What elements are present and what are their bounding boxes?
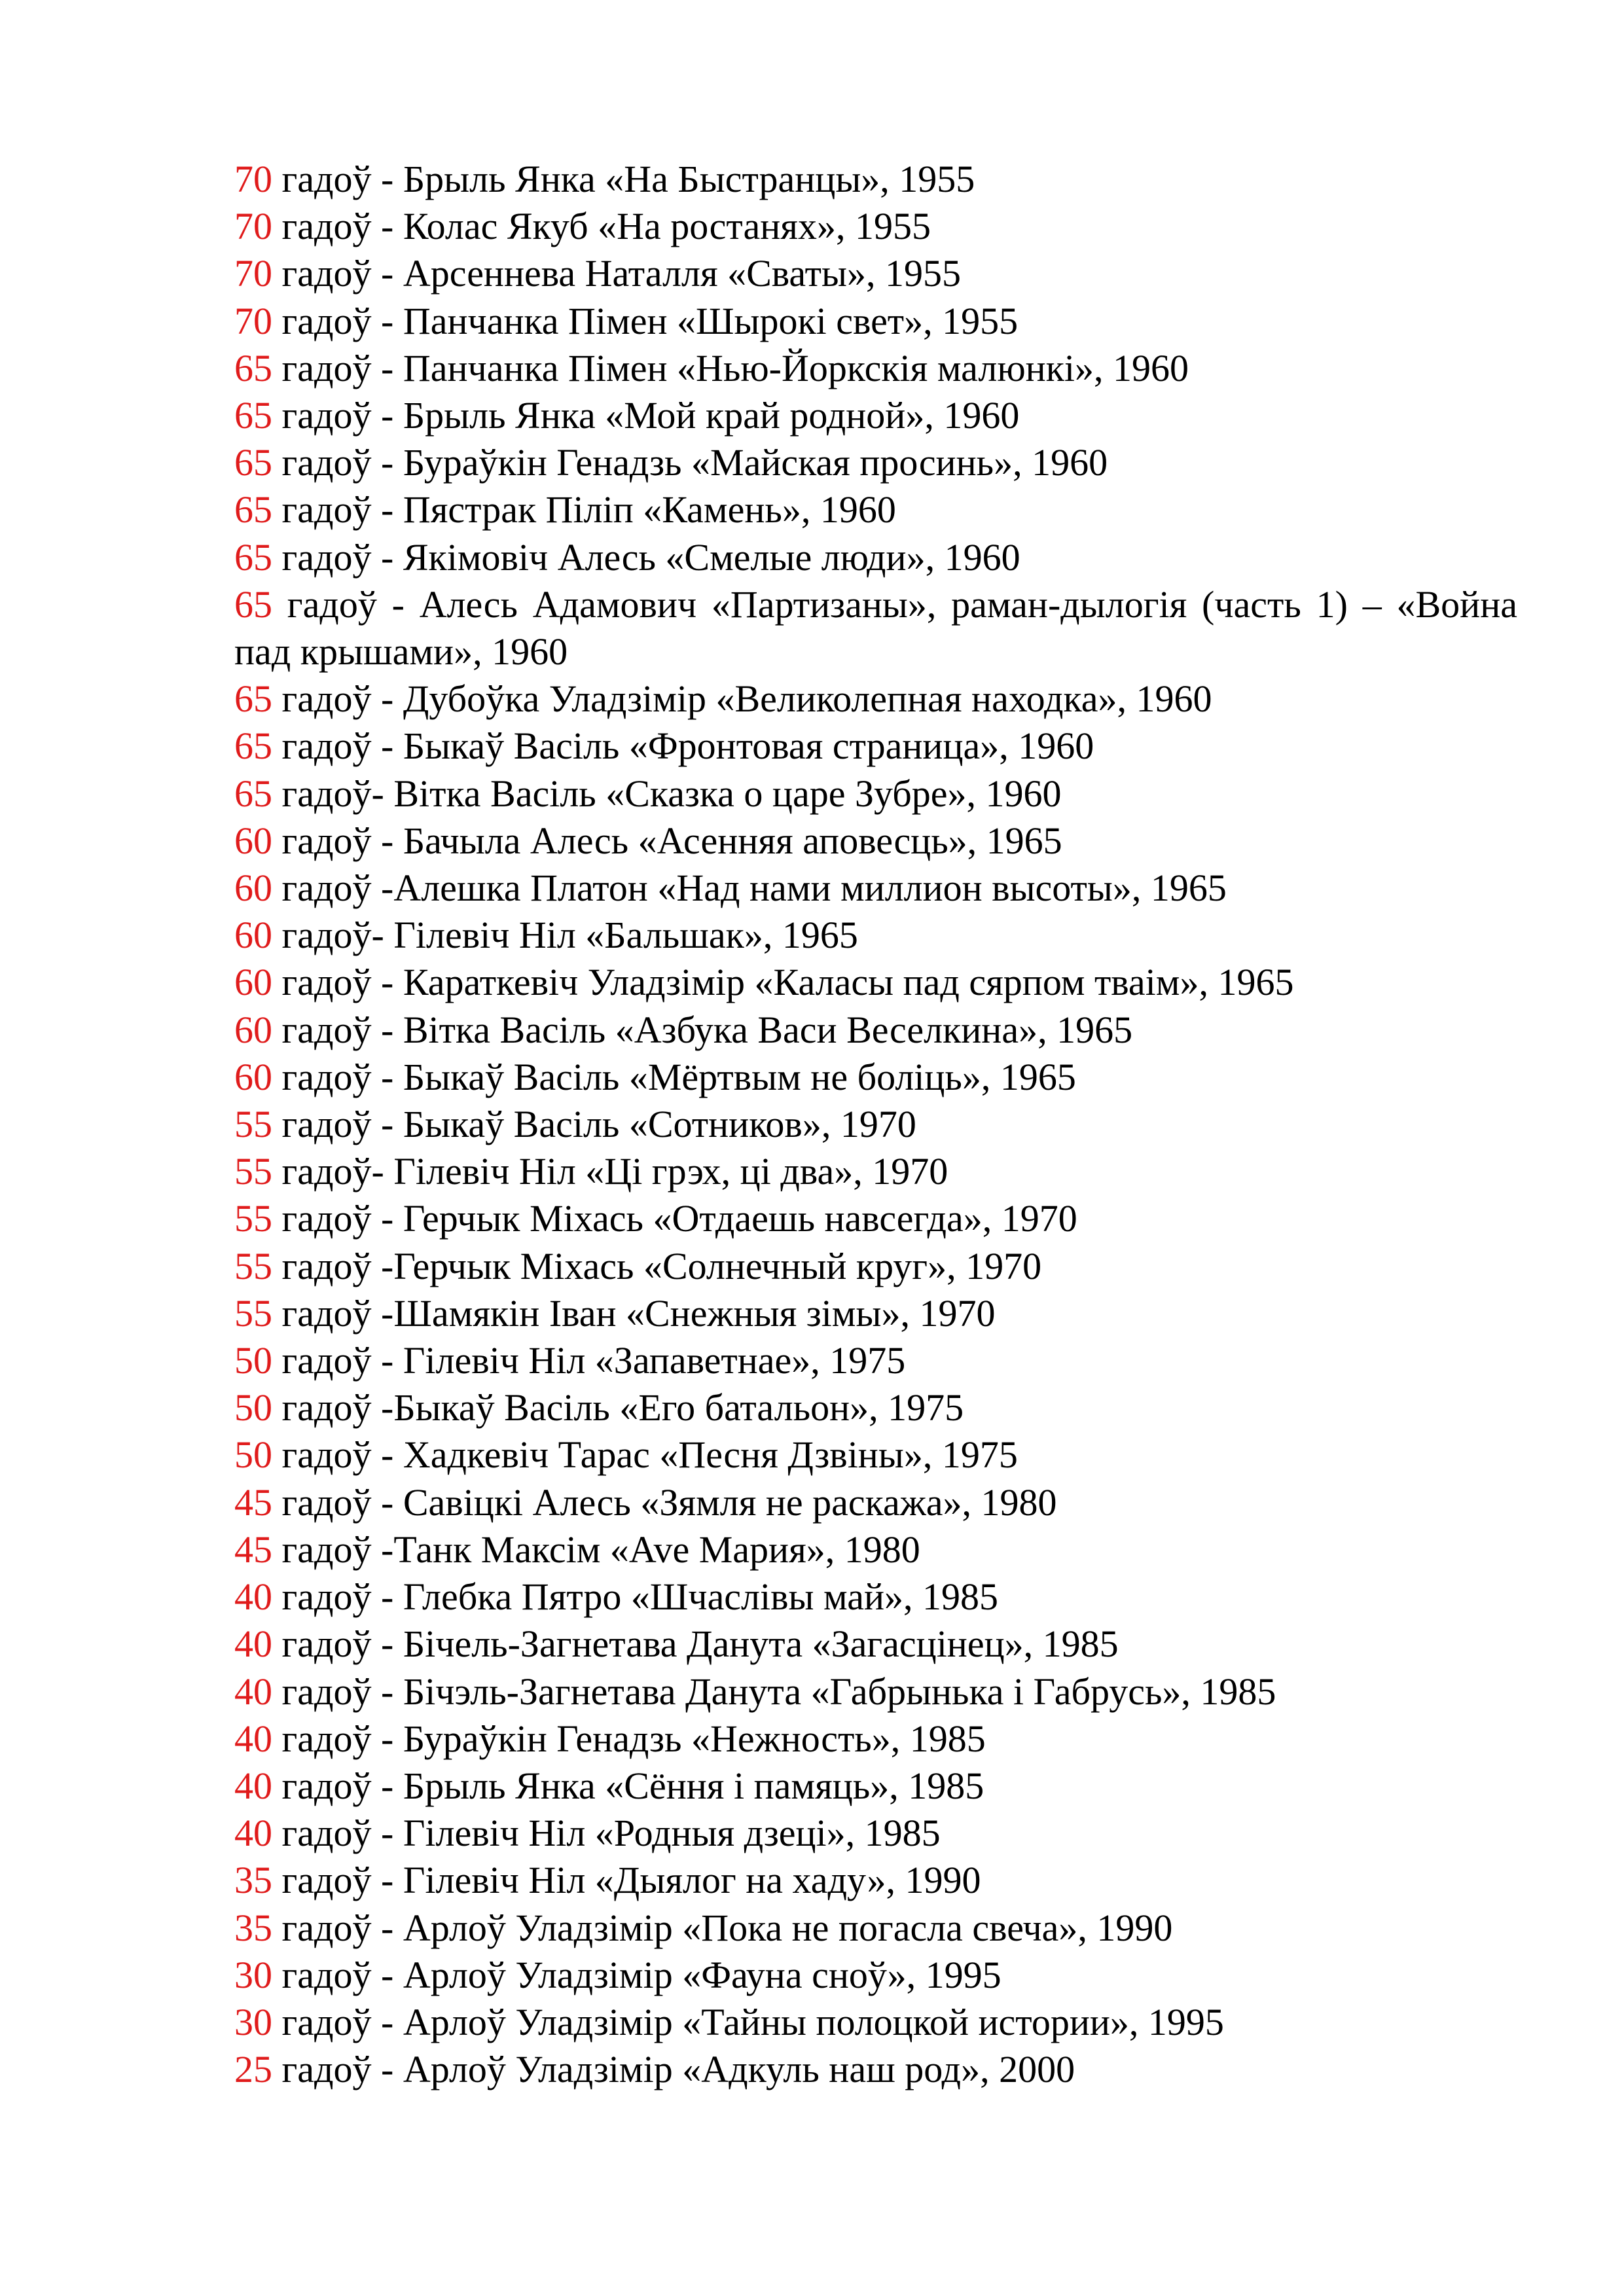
anniversary-years: 65 [234, 394, 272, 437]
list-item [234, 1384, 1517, 1431]
book-entry-text: гадоў - Глебка Пятро «Шчаслівы май», 1985 [272, 1575, 999, 1619]
book-entry-text: гадоў- Гілевіч Ніл «Бальшак», 1965 [272, 914, 858, 957]
anniversary-years: 65 [234, 725, 272, 768]
list-item [234, 581, 1517, 675]
book-entry-text: гадоў - Арлоў Уладзімір «Фауна сноў», 1995 [272, 1953, 1001, 1996]
list-item [234, 1195, 1517, 1242]
anniversary-years: 50 [234, 1386, 272, 1429]
book-entry-text: гадоў -Алешка Платон «Над нами миллион высоты», 1965 [272, 867, 1227, 910]
anniversary-years: 30 [234, 2000, 272, 2043]
book-entry-text: гадоў - Савіцкі Алесь «Зямля не раскажа», 1980 [272, 1480, 1057, 1524]
book-entry-text: гадоў - Дубоўка Уладзімір «Великолепная находка», 1960 [272, 677, 1212, 721]
list-item [234, 770, 1517, 817]
list-item [234, 912, 1517, 959]
anniversary-years: 55 [234, 1291, 272, 1335]
list-item [234, 865, 1517, 912]
book-entry-text: гадоў - Якімовіч Алесь «Смелые люди», 1960 [272, 535, 1020, 579]
anniversary-years: 65 [234, 488, 272, 531]
anniversary-years: 65 [234, 346, 272, 389]
anniversary-years: 40 [234, 1670, 272, 1713]
anniversary-years: 45 [234, 1480, 272, 1524]
anniversary-years: 70 [234, 205, 272, 248]
list-item [234, 439, 1517, 486]
list-item [234, 2046, 1517, 2093]
list-item [234, 1101, 1517, 1148]
anniversary-years: 60 [234, 914, 272, 957]
anniversary-years: 60 [234, 867, 272, 910]
book-entry-text: гадоў - Арлоў Уладзімір «Адкуль наш род», 2000 [272, 2048, 1075, 2091]
anniversary-years: 70 [234, 252, 272, 295]
list-item [234, 1763, 1517, 1810]
book-entry-text: гадоў -Герчык Міхась «Солнечный круг», 1970 [272, 1244, 1042, 1287]
book-entry-text: гадоў- Вітка Васіль «Сказка о царе Зубре», 1960 [272, 772, 1062, 815]
book-entry-text: гадоў - Брыль Янка «Сёння і памяць», 1985 [272, 1764, 984, 1807]
list-item [234, 298, 1517, 345]
list-item [234, 675, 1517, 723]
anniversary-years: 60 [234, 819, 272, 862]
book-entry-text: гадоў - Гілевіч Ніл «Родныя дзеці», 1985 [272, 1812, 941, 1855]
anniversary-years: 55 [234, 1103, 272, 1146]
book-entry-text: гадоў - Арсеннева Наталля «Сваты», 1955 [272, 252, 961, 295]
anniversary-years: 40 [234, 1812, 272, 1855]
book-entry-text: гадоў - Арлоў Уладзімір «Пока не погасла свеча», 1990 [272, 1906, 1173, 1949]
book-entry-text: гадоў -Танк Максім «Ave Мария», 1980 [272, 1528, 920, 1571]
anniversary-years: 25 [234, 2048, 272, 2091]
list-item [234, 959, 1517, 1006]
book-entry-text: гадоў - Арлоў Уладзімір «Тайны полоцкой истории», 1995 [272, 2000, 1224, 2043]
anniversary-years: 35 [234, 1859, 272, 1902]
list-item [234, 1479, 1517, 1526]
anniversary-years: 50 [234, 1433, 272, 1477]
book-entry-text: гадоў - Пястрак Піліп «Камень», 1960 [272, 488, 896, 531]
list-item [234, 1337, 1517, 1384]
book-entry-text: гадоў - Брыль Янка «На Быстранцы», 1955 [272, 158, 975, 200]
list-item [234, 1715, 1517, 1763]
anniversary-years: 65 [234, 772, 272, 815]
anniversary-years: 30 [234, 1953, 272, 1996]
anniversary-years: 35 [234, 1906, 272, 1949]
anniversary-years: 60 [234, 1055, 272, 1098]
book-entry-text: гадоў - Бураўкін Генадзь «Майская просинь», 1960 [272, 441, 1108, 484]
list-item [234, 156, 1517, 203]
book-entry-text: гадоў - Караткевіч Уладзімір «Каласы пад сярпом тваім», 1965 [272, 961, 1294, 1004]
book-entry-text: гадоў - Гілевіч Ніл «Запаветнае», 1975 [272, 1339, 906, 1382]
list-item [234, 1668, 1517, 1715]
list-item [234, 250, 1517, 297]
list-item [234, 1999, 1517, 2046]
anniversary-years: 60 [234, 1008, 272, 1051]
anniversary-years: 45 [234, 1528, 272, 1571]
list-item [234, 203, 1517, 250]
anniversary-years: 50 [234, 1339, 272, 1382]
list-item [234, 1243, 1517, 1290]
book-entry-text: гадоў - Бічэль-Загнетава Данута «Габрынька і Габрусь», 1985 [272, 1670, 1276, 1713]
anniversary-years: 60 [234, 961, 272, 1004]
book-entry-text: гадоў - Бачыла Алесь «Асенняя аповесць», 1965 [272, 819, 1062, 862]
book-entry-text: гадоў - Быкаў Васіль «Фронтовая страница», 1960 [272, 725, 1094, 768]
book-entry-text: гадоў - Брыль Янка «Мой край родной», 1960 [272, 394, 1020, 437]
list-item [234, 1148, 1517, 1195]
list-item [234, 486, 1517, 533]
book-entry-text: гадоў - Быкаў Васіль «Сотников», 1970 [272, 1103, 916, 1146]
anniversary-years: 70 [234, 158, 272, 200]
list-item [234, 1905, 1517, 1952]
list-item [234, 1526, 1517, 1573]
book-entry-text: гадоў - Быкаў Васіль «Мёртвым не боліць», 1965 [272, 1055, 1076, 1098]
list-item [234, 723, 1517, 770]
book-entry-text: гадоў - Бічель-Загнетава Данута «Загасцінец», 1985 [272, 1623, 1119, 1666]
list-item [234, 1810, 1517, 1857]
anniversary-years: 40 [234, 1764, 272, 1807]
book-entry-text: гадоў - Герчык Міхась «Отдаешь навсегда», 1970 [272, 1197, 1077, 1240]
anniversary-years: 65 [234, 677, 272, 721]
book-entry-text: гадоў - Бураўкін Генадзь «Нежность», 1985 [272, 1717, 986, 1760]
book-entry-text: гадоў - Панчанка Пімен «Нью-Йоркскія малюнкі», 1960 [272, 346, 1189, 389]
list-item [234, 1290, 1517, 1337]
anniversary-years: 40 [234, 1623, 272, 1666]
book-entry-text: гадоў - Хадкевіч Тарас «Песня Дзвіны», 1975 [272, 1433, 1018, 1477]
book-entry-text: гадоў - Вітка Васіль «Азбука Васи Веселкина», 1965 [272, 1008, 1133, 1051]
list-item [234, 1621, 1517, 1668]
list-item [234, 392, 1517, 439]
book-entry-text: гадоў - Гілевіч Ніл «Дыялог на хаду», 1990 [272, 1859, 981, 1902]
anniversary-years: 65 [234, 441, 272, 484]
book-entry-text: гадоў- Гілевіч Ніл «Ці грэх, ці два», 1970 [272, 1150, 948, 1193]
anniversary-list [234, 156, 1517, 2093]
book-entry-text: гадоў - Колас Якуб «На ростанях», 1955 [272, 205, 931, 248]
anniversary-years: 70 [234, 299, 272, 342]
anniversary-years: 65 [234, 583, 272, 626]
list-item [234, 534, 1517, 581]
anniversary-years: 40 [234, 1575, 272, 1619]
book-entry-text: гадоў - Алесь Адамович «Партизаны», раман-дылогія (часть 1) – «Война пад крышами», 1960 [234, 583, 1517, 673]
list-item [234, 1857, 1517, 1904]
book-entry-text: гадоў - Панчанка Пімен «Шырокі свет», 1955 [272, 299, 1019, 342]
list-item [234, 345, 1517, 392]
anniversary-years: 65 [234, 535, 272, 579]
list-item [234, 1952, 1517, 1999]
book-entry-text: гадоў -Шамякін Іван «Снежныя зімы», 1970 [272, 1291, 996, 1335]
list-item [234, 817, 1517, 865]
anniversary-years: 55 [234, 1197, 272, 1240]
list-item [234, 1007, 1517, 1054]
anniversary-years: 40 [234, 1717, 272, 1760]
anniversary-years: 55 [234, 1244, 272, 1287]
anniversary-years: 55 [234, 1150, 272, 1193]
book-entry-text: гадоў -Быкаў Васіль «Его батальон», 1975 [272, 1386, 964, 1429]
list-item [234, 1431, 1517, 1479]
list-item [234, 1054, 1517, 1101]
list-item [234, 1573, 1517, 1621]
